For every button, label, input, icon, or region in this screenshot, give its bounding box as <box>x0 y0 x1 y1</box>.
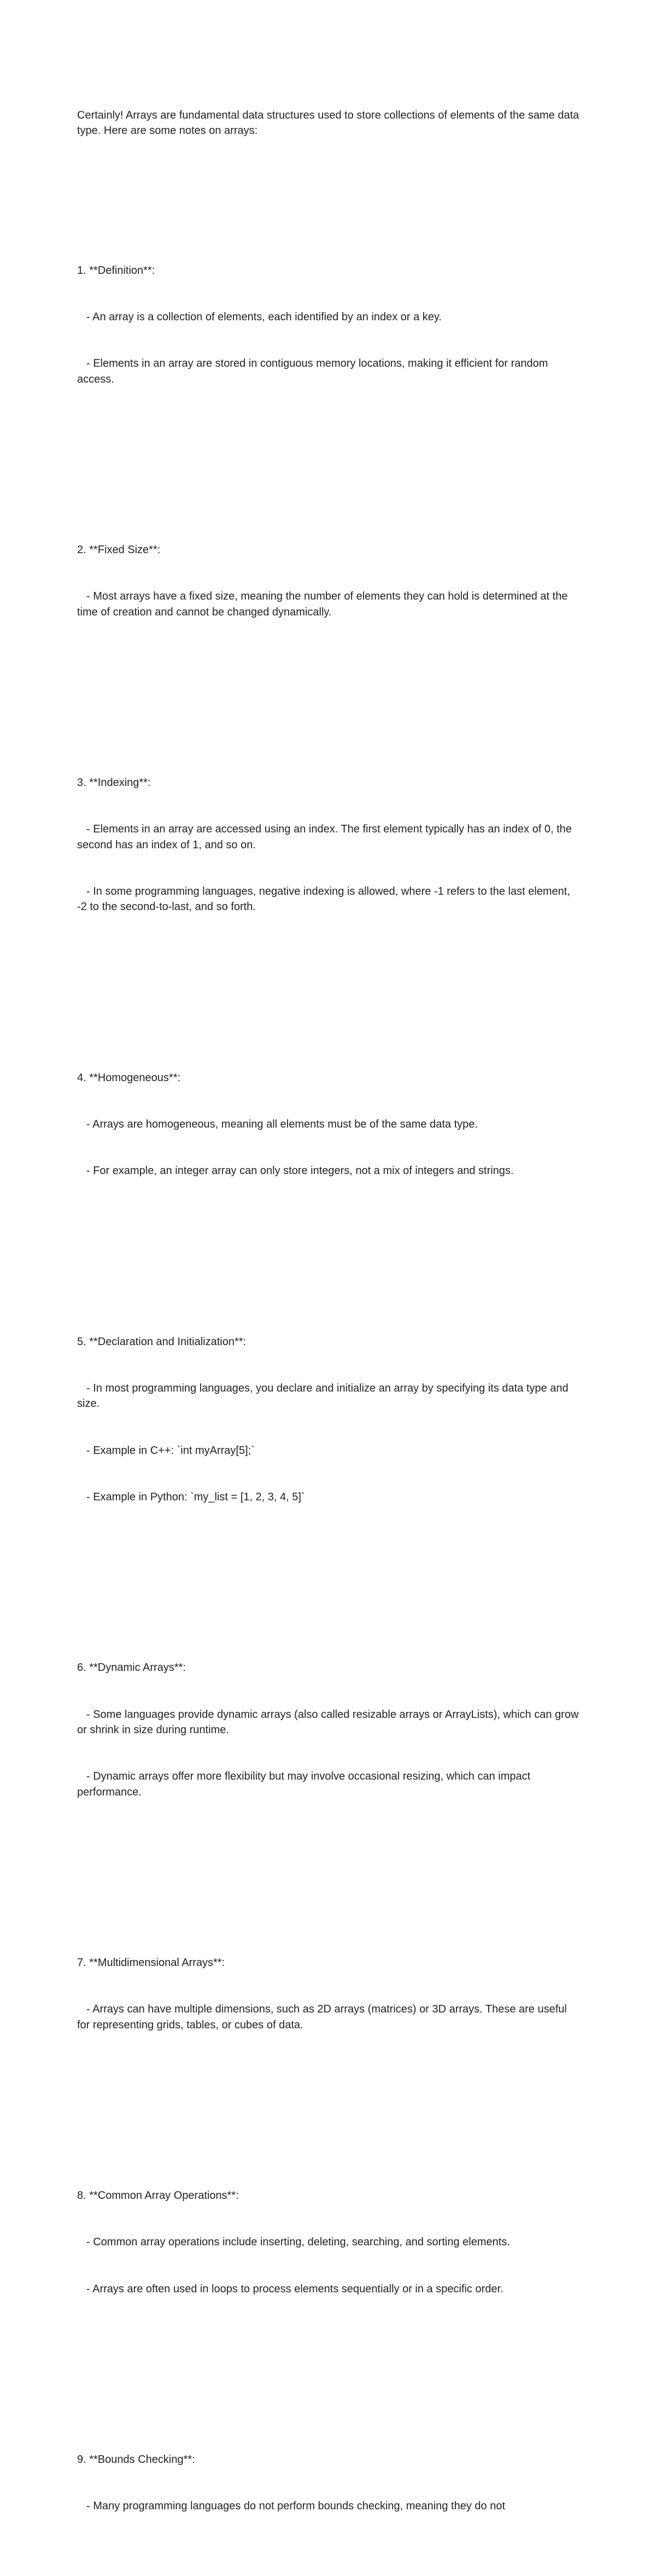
spacer <box>77 977 580 993</box>
intro-paragraph: Certainly! Arrays are fundamental data structures used to store collections of elements of the same data type. Here are some notes on arrays: <box>77 109 582 137</box>
section-indexing <box>77 744 580 946</box>
bullet-item: - In some programming languages, negative indexing is allowed, where -1 refers to the last element, -2 to the second-to-last, and so forth. <box>77 885 573 913</box>
section-multidimensional <box>77 1924 580 2064</box>
section-heading: 1. **Definition**: <box>77 264 155 277</box>
spacer <box>77 1862 580 1877</box>
bullet-item: - Arrays are homogeneous, meaning all elements must be of the same data type. <box>86 1118 478 1131</box>
section-heading: 6. **Dynamic Arrays**: <box>77 1662 186 1674</box>
bullet-item: - Dynamic arrays offer more flexibility but may involve occasional resizing, which can impact performance. <box>77 1770 534 1798</box>
section-heading: 2. **Fixed Size**: <box>77 544 161 556</box>
spacer <box>77 2095 580 2110</box>
section-heading: 7. **Multidimensional Arrays**: <box>77 1957 225 1969</box>
bullet-item: - Example in Python: `my_list = [1, 2, 3, 4, 5]` <box>86 1491 305 1503</box>
spacer <box>77 682 580 697</box>
section-declaration <box>77 1303 580 1536</box>
bullet-item: - Elements in an array are stored in contiguous memory locations, making it efficient for random access. <box>77 357 552 385</box>
section-homogeneous <box>77 1039 580 1210</box>
bullet-item: - An array is a collection of elements, each identified by an index or a key. <box>86 311 442 324</box>
section-common-operations <box>77 2157 580 2327</box>
bullet-item: - Some languages provide dynamic arrays (also called resizable arrays or ArrayLists), which can grow or shrink in size during runtime. <box>77 1708 582 1736</box>
spacer <box>77 2359 580 2374</box>
bullet-item: - Common array operations include inserting, deleting, searching, and sorting elements. <box>86 2236 510 2249</box>
bullet-item: - Most arrays have a fixed size, meaning the number of elements they can hold is determined at the time of creation and cannot be changed dynamically. <box>77 590 571 618</box>
section-dynamic-arrays <box>77 1629 580 1831</box>
document-body <box>77 77 580 2576</box>
bullet-item: - Example in C++: `int myArray[5];` <box>86 1444 255 1457</box>
spacer <box>77 169 580 185</box>
spacer <box>77 1241 580 1256</box>
bullet-item: - In most programming languages, you declare and initialize an array by specifying its data type and size. <box>77 1382 572 1410</box>
section-heading: 9. **Bounds Checking**: <box>77 2454 195 2466</box>
bullet-item: - Elements in an array are accessed using an index. The first element typically has an index of 0, the second has an index of 1, and so on. <box>77 823 575 851</box>
spacer <box>77 449 580 465</box>
section-definition <box>77 232 580 418</box>
bullet-item: - Arrays can have multiple dimensions, such as 2D arrays (matrices) or 3D arrays. These are useful for representing grids, tables, or cubes of data. <box>77 2003 570 2031</box>
bullet-item: - For example, an integer array can only store integers, not a mix of integers and strings. <box>86 1165 514 1177</box>
section-heading: 4. **Homogeneous**: <box>77 1071 181 1084</box>
section-heading: 5. **Declaration and Initialization**: <box>77 1335 247 1348</box>
section-bounds-checking <box>77 2421 580 2545</box>
section-fixed-size <box>77 511 580 651</box>
section-heading: 8. **Common Array Operations**: <box>77 2190 239 2202</box>
section-heading: 3. **Indexing**: <box>77 777 151 789</box>
spacer <box>77 1567 580 1582</box>
bullet-item: - Many programming languages do not perform bounds checking, meaning they do not <box>86 2500 506 2513</box>
bullet-item: - Arrays are often used in loops to process elements sequentially or in a specific order. <box>86 2282 503 2295</box>
